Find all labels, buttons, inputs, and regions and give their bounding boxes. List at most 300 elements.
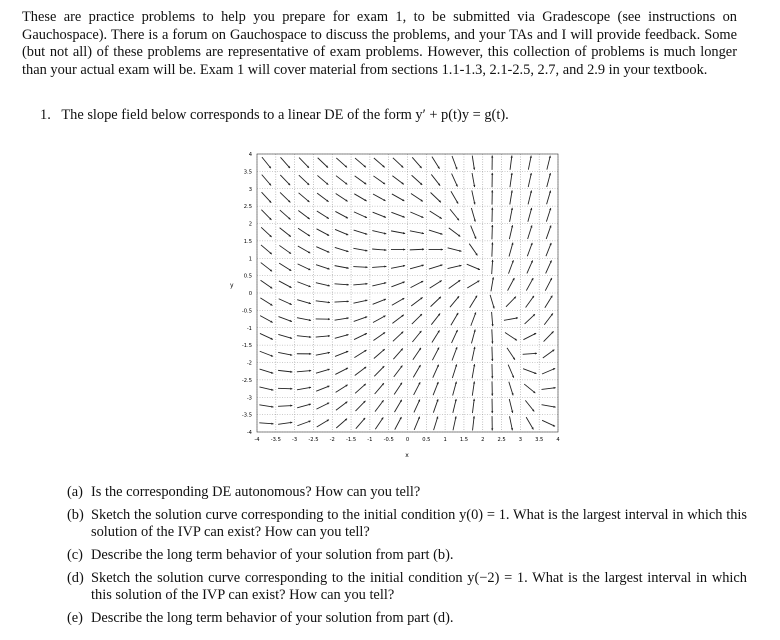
slope-arrow [261,227,271,237]
slope-arrowhead [290,388,292,390]
slope-arrow [335,335,349,339]
y-tick-label: -1.5 [241,343,252,350]
slope-arrow [507,348,515,360]
slope-arrowhead [491,208,493,210]
slope-arrow [391,212,404,217]
slope-arrow [410,231,424,234]
slope-arrow [509,243,513,257]
x-tick-label: 2 [481,437,485,443]
slope-arrow [279,299,292,305]
slope-arrow [526,296,534,308]
slope-arrow [527,260,533,273]
slope-arrow [375,417,383,429]
slope-arrow [316,247,329,253]
y-axis-label: y [230,282,234,289]
slope-arrow [353,284,367,285]
slope-arrow [356,418,365,429]
slope-arrow [260,298,272,306]
slope-arrow [392,298,404,305]
slope-arrow [524,384,535,393]
part-a: (a) Is the corresponding DE autonomous? How can you tell? [67,484,421,500]
slope-arrow [490,295,494,309]
axis-ticks [242,152,560,443]
slope-arrow [492,312,493,326]
slope-arrow [335,284,349,285]
slope-arrow [372,231,386,234]
slope-arrow [544,331,554,341]
slope-arrow [452,174,458,187]
slope-arrow [414,382,421,395]
slope-arrow [373,194,386,201]
slope-arrow [413,365,420,377]
slope-arrowhead [491,242,493,244]
slope-arrowhead [328,335,330,337]
slope-arrow [453,416,456,430]
slope-arrow [261,210,271,220]
x-axis-label: x [405,452,409,459]
slope-arrow [354,194,366,201]
slope-arrowhead [491,225,493,227]
slope-arrowhead [422,248,424,250]
slope-arrow [542,420,555,426]
slope-arrow [335,301,349,302]
slope-arrow [471,208,475,222]
slope-arrow [374,158,385,167]
y-tick-label: -3 [246,395,252,402]
part-c: (c) Describe the long term behavior of your solution from part (b). [67,547,454,563]
slope-arrow [280,228,291,237]
slope-arrow [336,158,347,167]
slope-arrow [546,225,551,238]
slope-arrow [472,347,475,361]
slope-arrow [547,191,551,205]
slope-arrow [547,156,550,170]
slope-arrow [412,157,421,168]
slope-arrow [449,280,461,288]
intro-paragraph: These are practice problems to help you prepare for exam 1, to be submitted via Gradescope (see instructions on Gauchospace). There is a forum on Gauchospace to discuss the problems, and your TAs and I will provide feedback. Some (but not all) of these problems are representative of exam problems. However, this collection of problems is much longer than your actual exam will be. Exam 1 will cover material from sections 1.1-1.3, 2.1-2.5, 2.7, and 2.9 in your textbook. [22,9,737,78]
slope-arrow [450,296,459,307]
y-tick-label: -0.5 [241,308,252,315]
slope-arrowhead [309,353,311,355]
slope-arrow [297,336,311,337]
slope-arrowhead [491,411,493,413]
slope-arrow [472,173,475,187]
slope-arrow [353,267,367,268]
slope-arrow [355,384,366,393]
slope-arrowhead [491,359,493,361]
slope-arrow [298,211,309,220]
slope-arrow [297,421,310,426]
slope-arrow [431,174,440,185]
slope-arrow [336,419,347,428]
slope-arrow [508,365,514,378]
slope-arrow [412,175,423,185]
slope-arrow [260,316,273,323]
slope-arrow [526,278,533,291]
slope-arrow [429,265,443,269]
slope-arrow [316,352,330,355]
slope-arrowhead [491,394,493,396]
slope-arrow [393,348,402,359]
slope-arrow [372,283,386,286]
y-tick-label: 3 [248,186,252,193]
slope-arrow [278,334,292,338]
slope-arrow [391,266,405,269]
slope-arrowhead [491,260,493,262]
slope-arrow [410,265,424,269]
slope-arrow [472,381,474,395]
slope-arrow [336,402,347,411]
x-tick-label: -2 [329,437,335,443]
slope-arrow [373,299,386,304]
slope-arrowhead [535,352,537,354]
slope-arrow [316,369,330,373]
slope-arrow [452,347,457,360]
slope-arrowhead [365,283,367,285]
slope-arrowhead [403,248,405,250]
slope-arrow [335,266,349,269]
slope-arrow [545,278,552,291]
slope-arrow [523,353,537,354]
slope-arrowhead [491,342,493,344]
slope-arrow [298,228,310,236]
slope-arrow [509,225,512,239]
part-e: (e) Describe the long term behavior of your solution from part (d). [67,610,454,626]
slope-arrow [411,297,422,306]
slope-arrow [373,316,386,323]
slope-arrow [394,400,401,412]
slope-arrow [545,296,553,308]
slope-arrow [505,333,517,341]
slope-arrow [279,317,292,322]
slope-arrow [430,280,442,288]
slope-arrow [336,385,348,393]
slope-arrow [316,301,330,303]
slope-arrow [372,266,386,267]
y-tick-label: -2 [246,360,252,367]
slope-arrow [509,382,513,396]
slope-arrow [317,420,329,427]
slope-arrow [431,193,441,203]
slope-arrow [336,176,347,185]
slope-arrow [472,190,475,204]
slope-arrowhead [491,156,493,158]
x-tick-label: 1.5 [459,437,469,443]
slope-arrow [452,364,456,378]
slope-arrow [510,416,513,430]
slope-arrow [523,333,536,339]
part-b: (b) Sketch the solution curve corresponding to the initial condition y(0) = 1. What is the largest interval in which this solution of the IVP can exist? How can you tell? [67,507,747,540]
slope-arrow [335,229,348,235]
slope-arrow [525,314,535,324]
slope-arrow [278,352,292,355]
slope-arrow [259,423,273,424]
y-tick-label: -4 [246,430,252,436]
slope-arrow [297,387,311,390]
slope-arrow [316,265,330,269]
slope-arrow [452,156,457,169]
slope-arrow [335,351,348,356]
slope-arrow [473,416,475,430]
slope-arrow [299,158,309,168]
slope-arrow [528,225,532,239]
y-tick-label: 2 [248,221,252,228]
problem-1-statement [40,106,740,124]
slope-arrow [355,176,367,184]
slope-arrow [413,348,421,360]
slope-arrow [510,208,513,222]
slope-arrowhead [491,428,493,430]
slope-arrow [373,212,386,217]
slope-arrow [316,283,330,286]
slope-arrow [491,277,493,291]
x-tick-label: -1.5 [346,437,357,443]
slope-arrow [355,367,366,376]
slope-arrow [280,192,290,202]
slope-arrow [278,370,292,372]
slope-arrow [395,417,402,430]
slope-arrow [467,264,480,270]
slope-arrow [260,333,273,339]
x-tick-label: -2.5 [308,437,319,443]
slope-arrow [448,265,462,268]
slope-arrow [433,382,438,395]
slope-arrow [278,406,292,407]
slope-arrow [280,175,290,185]
slope-arrow [280,210,291,219]
slope-arrow [523,369,536,374]
slope-arrow [354,350,366,358]
slope-arrow [492,242,493,256]
slope-arrow [410,212,423,218]
slope-arrow [316,403,329,409]
slope-arrow [504,318,518,321]
x-tick-label: -3.5 [270,437,281,443]
slope-arrow [297,282,310,287]
problem-text: The slope field below corresponds to a linear DE of the form y′ + p(t)y = g(t). [61,107,509,123]
part-d: (d) Sketch the solution curve corresponding to the initial condition y(−2) = 1. What is the largest interval in which this solution of the IVP can exist? How can you tell? [67,570,747,603]
slope-arrow [279,245,291,253]
slope-arrow [335,318,349,320]
slope-arrow [528,190,531,204]
slope-arrow [412,331,421,342]
slope-arrowhead [309,370,311,372]
slope-arrow [528,173,531,187]
slope-arrow [355,158,366,167]
slope-arrow [430,211,442,219]
x-tick-label: 1 [443,437,447,443]
slope-arrow [317,211,329,219]
slope-arrow [472,156,474,170]
slope-arrow [394,365,403,376]
slope-arrow [434,416,438,430]
slope-arrow [470,296,477,308]
slope-arrow [391,231,405,234]
problem-parts-list [67,484,747,633]
slope-arrow [451,313,458,325]
slope-arrow [414,399,420,412]
slope-arrow [335,368,348,375]
y-tick-label: -1 [246,325,252,332]
slope-arrow [452,330,458,343]
slope-arrow [374,366,384,376]
slope-arrow [471,226,476,239]
slope-arrow [411,281,424,288]
slope-arrow [261,245,272,254]
slope-arrow [299,175,309,185]
x-tick-label: 4 [556,437,560,443]
x-tick-label: -1 [367,437,373,443]
slope-arrowhead [491,190,493,192]
slope-arrowhead [347,284,349,286]
slope-arrowhead [491,324,493,326]
slope-arrow [527,243,532,256]
problem-number: 1. [40,107,51,123]
slope-arrowhead [441,248,443,250]
slope-field-plot [225,145,575,465]
slope-arrow [393,332,403,342]
slope-arrow [411,193,423,201]
slope-arrow [393,158,403,168]
x-tick-label: 0.5 [422,437,431,443]
slope-arrow [317,193,328,202]
slope-arrow [261,280,273,288]
slope-arrow [317,175,328,184]
slope-arrowhead [491,376,493,378]
slope-arrow [374,349,385,358]
slope-arrow [492,260,493,274]
slope-arrow [509,399,512,413]
slope-arrow [525,400,534,411]
slope-arrow [335,211,348,218]
slope-arrow [453,399,456,413]
slope-arrow [410,249,424,250]
slope-arrow [453,382,457,396]
slope-arrowhead [491,173,493,175]
slope-arrow [317,229,330,236]
slope-arrow [392,194,404,201]
slope-arrowhead [384,265,386,267]
slope-arrow [391,282,404,287]
slope-arrow [354,230,368,234]
slope-arrow [471,330,475,344]
slope-arrow [528,156,531,170]
slope-arrow [353,300,367,303]
slope-arrow [297,404,311,408]
slope-arrowhead [290,405,292,407]
slope-arrow [262,192,272,203]
slope-arrow [472,364,474,378]
y-tick-label: 2.5 [243,204,252,211]
slope-arrow [259,387,273,390]
slope-arrow [472,399,474,413]
slope-arrow [297,318,311,321]
slope-arrow [298,264,311,270]
slope-arrow [544,313,553,324]
slope-arrow [279,281,292,288]
slope-arrow [414,417,419,430]
x-tick-label: -4 [254,437,260,443]
slope-arrow [373,332,385,340]
slope-arrow [433,365,439,378]
x-tick-label: 0 [405,437,410,443]
slope-arrow [448,248,462,252]
y-tick-label: 4 [248,152,252,158]
slope-arrow [508,260,513,273]
slope-arrow [353,248,367,251]
slope-arrow [467,281,479,288]
slope-arrow [354,317,367,322]
slope-arrowhead [384,249,386,251]
slope-arrow [298,246,310,253]
slope-arrow [528,208,532,222]
slope-arrow [449,228,460,237]
slope-arrow [471,312,476,325]
slope-arrow [432,330,440,342]
slope-arrow [432,157,440,169]
slope-arrow [280,157,289,168]
slope-arrow [392,176,403,185]
slope-arrow [260,351,273,356]
slope-arrow [262,157,271,168]
x-tick-label: 3 [518,437,523,443]
slope-arrow [510,173,512,187]
x-tick-label: -0.5 [383,437,394,443]
slope-arrow [526,417,533,429]
y-tick-label: 3.5 [243,169,252,176]
slope-arrow [542,388,556,390]
slope-arrow [546,260,552,273]
x-tick-label: 3.5 [535,437,544,443]
slope-arrow [316,386,329,391]
slope-arrowhead [271,423,273,425]
slope-arrow [429,230,443,234]
slope-arrow [375,400,384,411]
slope-arrow [354,212,367,218]
slope-arrow [297,300,311,304]
slope-arrow [392,315,403,324]
slope-arrow [547,173,551,187]
slope-arrow [433,399,438,412]
y-tick-label: -2.5 [241,377,252,384]
slope-arrow [510,156,512,170]
slope-arrow [542,405,556,407]
slope-arrow [431,313,440,324]
slope-arrow [372,249,386,250]
slope-arrowhead [366,266,368,268]
y-tick-label: 1 [248,256,252,263]
slope-arrow [492,329,493,343]
slope-arrow [506,297,516,307]
slope-arrow [469,244,477,256]
x-tick-label: -3 [292,437,298,443]
slope-arrow [299,193,310,202]
slope-arrow [278,422,292,424]
slope-arrow [373,176,385,184]
slope-arrow [297,371,311,372]
slope-arrowhead [328,318,330,320]
slope-arrow [260,369,274,373]
slope-arrow [279,263,291,271]
slope-arrow [546,243,551,256]
slope-arrow [542,368,555,374]
slope-arrow [508,278,515,291]
slope-arrow [318,158,328,168]
slope-arrow [431,297,441,307]
slope-arrow [432,347,439,360]
slope-arrow [316,336,330,337]
y-tick-label: 0.5 [243,273,252,280]
